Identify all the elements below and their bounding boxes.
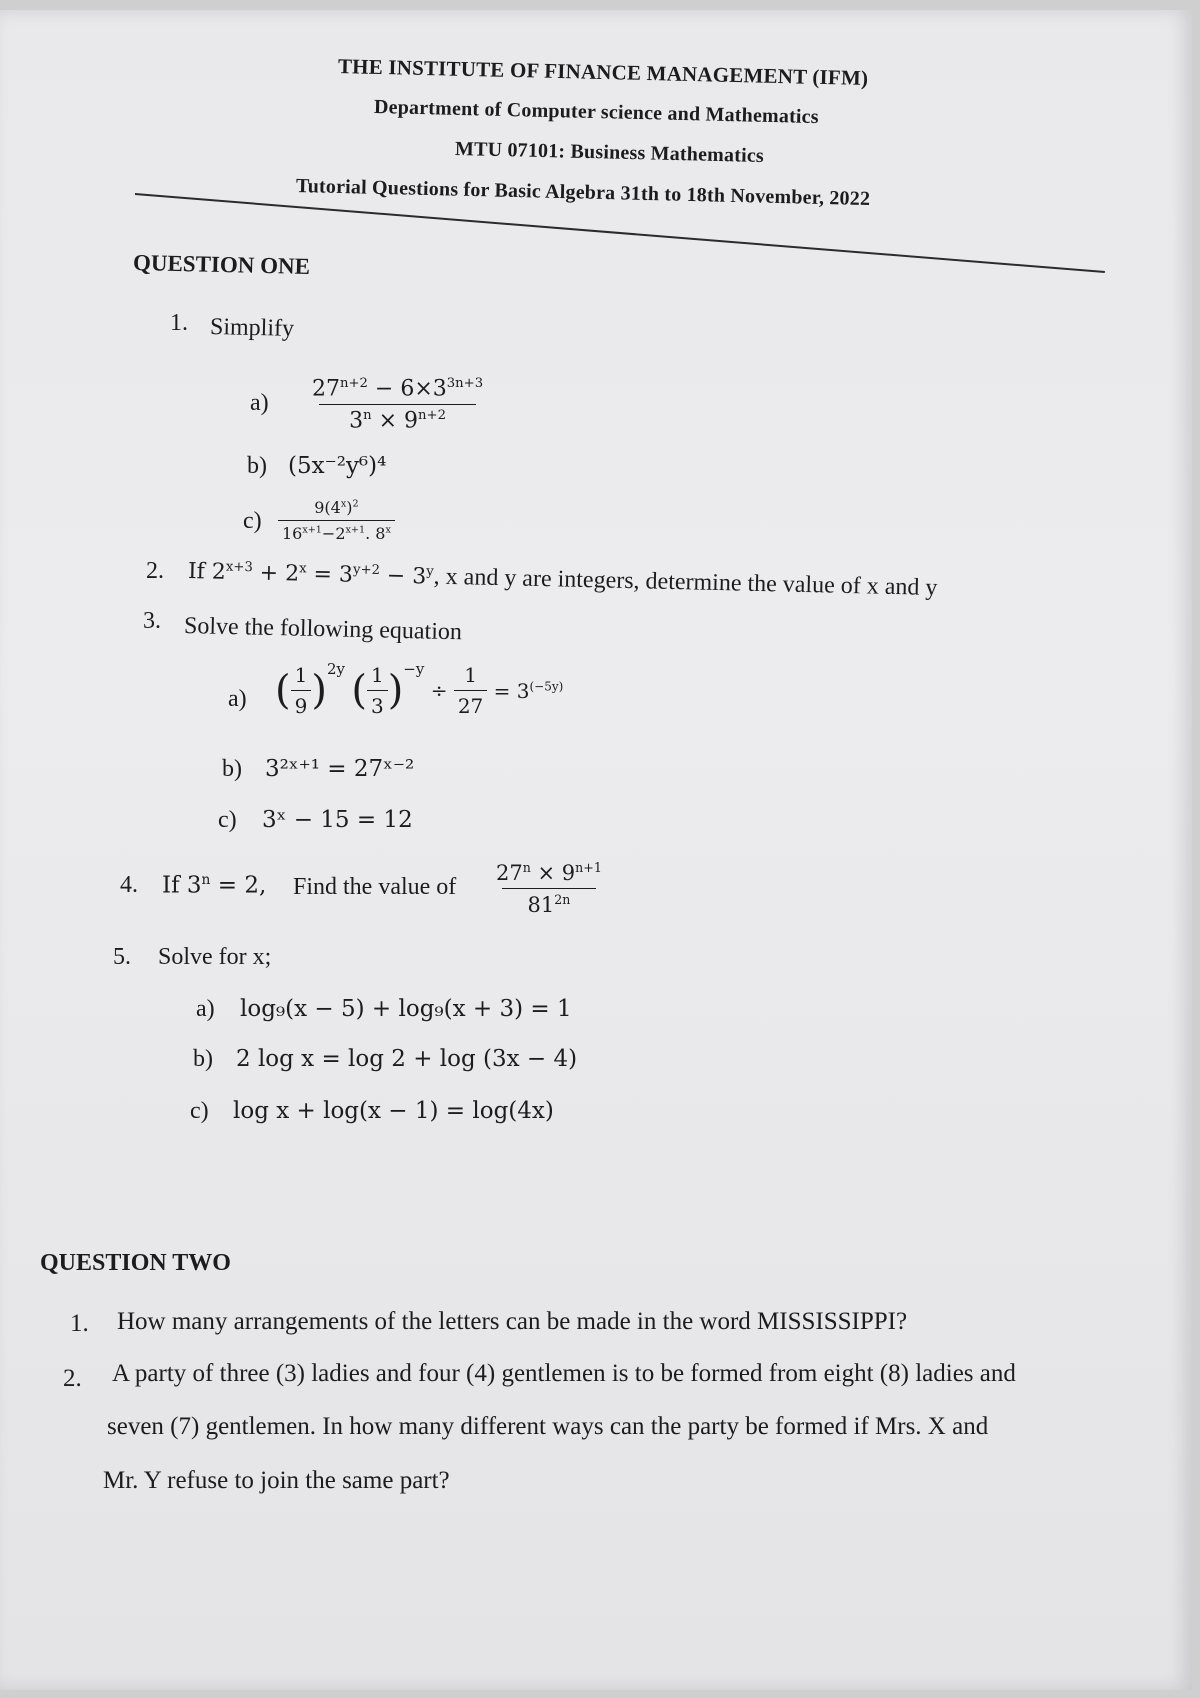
q1-5b-expression: 2 log x = log 2 + log (3x − 4) [236,1046,578,1072]
q1-item4-expression: $\frac{27^n \times 9^{n+1}}{81^{2n}}$ [496,860,602,917]
q1-item3-text: Solve the following equation [183,613,463,646]
q1-item5-number: 5. [113,944,131,970]
q1-1a-expression: $\frac{27^{n+2} - 6\times 3^{3n+3}}{3^n \times 9^{n+2}}$ [312,376,484,434]
q1-3b-expression: 3²ˣ⁺¹ = 27ˣ⁻² [265,756,415,782]
q1-item4-text: Find the value of [293,874,457,900]
q1-item4-condition: If $3^n = 2$, [162,872,267,899]
q1-1a-label: a) [250,390,269,416]
q1-item1-text: Simplify [209,314,295,342]
q2-item1-text: How many arrangements of the letters can be made in the word MISSISSIPPI? [117,1308,908,1335]
tutorial-title: Tutorial Questions for Basic Algebra 31th to 18th November, 2022 [295,175,871,211]
course-title: MTU 07101: Business Mathematics [454,138,765,168]
q1-item4-number: 4. [120,872,138,898]
q1-item3-number: 3. [143,608,161,634]
q1-1b-expression: (5x⁻²y⁶)⁴ [288,453,387,479]
q1-1c-label: c) [243,508,262,534]
q2-item1-number: 1. [70,1310,89,1337]
q1-3c-label: c) [218,807,237,833]
q2-item2-line2: seven (7) gentlemen. In how many different ways can the party be formed if Mrs. X and [107,1413,989,1440]
q1-3a-label: a) [228,686,247,712]
q1-item2-text: If $2^{x+3} + 2^x = 3^{y+2} - 3^y$, x and y are integers, determine the value of x and y [187,559,938,602]
q2-item2-line1: A party of three (3) ladies and four (4) gentlemen is to be formed from eight (8) ladies and [112,1360,1016,1387]
q1-5c-expression: log x + log(x − 1) = log(4x) [233,1098,554,1124]
q1-1b-label: b) [247,453,267,479]
q1-item2-tail: , x and y are integers, determine the value of x and y [433,563,938,602]
institute-title: THE INSTITUTE OF FINANCE MANAGEMENT (IFM) [337,54,869,91]
q1-5a-label: a) [196,996,215,1022]
q1-3c-expression: 3ˣ − 15 = 12 [262,807,413,833]
document-page [0,10,1192,1690]
q1-5c-label: c) [190,1098,209,1124]
q1-3a-expression: ( $\frac{1}{9}$ )$^{2y}$ ( $\frac{1}{3}$ )$^{-y}$ ÷ $\frac{1}{27}$ = $3^{(-5y)}$ [275,660,564,718]
department-title: Department of Computer science and Mathematics [373,96,820,129]
q1-item2-number: 2. [146,558,164,584]
question-two-heading: QUESTION TWO [40,1250,231,1276]
q1-1c-expression: $\frac{9(4^x)^2}{16^{x+1}-2^{x+1}. 8^x}$ [278,498,395,543]
q2-item2-line3: Mr. Y refuse to join the same part? [103,1467,450,1494]
q1-5a-expression: log₉(x − 5) + log₉(x + 3) = 1 [240,996,572,1022]
q1-item1-number: 1. [170,310,188,336]
question-one-heading: QUESTION ONE [132,250,311,280]
q1-5b-label: b) [193,1046,213,1072]
q1-item5-text: Solve for x; [158,944,272,970]
q2-item2-number: 2. [63,1365,82,1392]
q1-3b-label: b) [222,756,242,782]
